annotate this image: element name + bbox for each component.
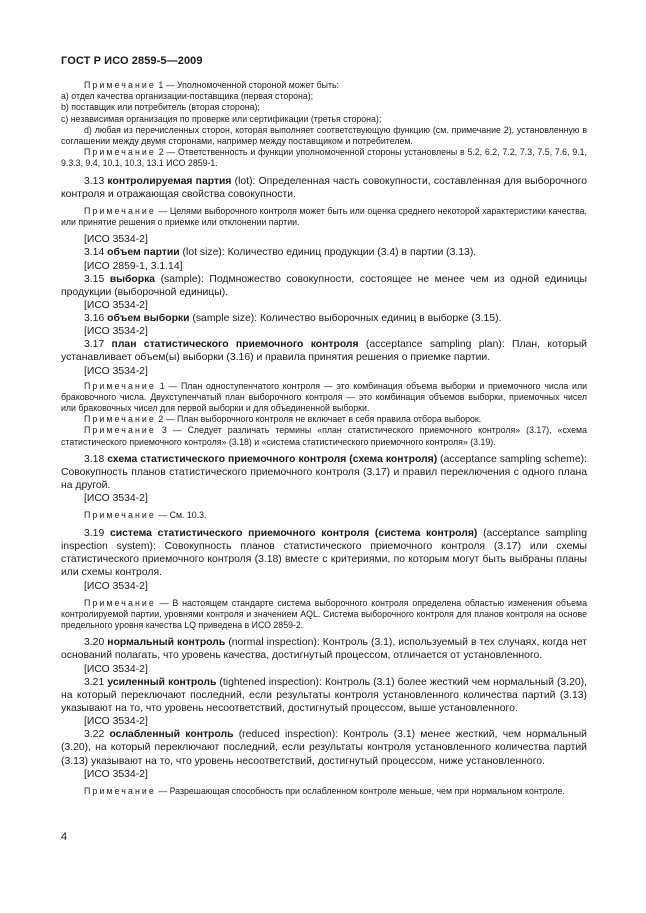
note-label: Примечание [84,785,156,796]
term-name: усиленный контроль [107,676,217,688]
note-text: — В настоящем стандарте система выборочного контроля определена областью изменения объема контролируемой партии, уровнями контроля и значением AQL. Система выборочного контроля для планов контроля на основе предельного уровня качества LQ приведена в ИСО 2859-2. [61,597,587,630]
term-3-18-note [61,510,587,521]
term-3-13-ref: [ИСО 3534-2] [84,234,148,246]
note-1 [61,80,587,91]
note-label: Примечание [84,414,156,425]
term-name: система статистического приемочного контроля (система контроля) [109,527,478,539]
term-3-17-note-3 [61,425,587,447]
term-definition: (lot size): Количество единиц продукции (3.4) в партии (3.13). [179,247,477,259]
note-label: Примечание [84,510,156,521]
note-label: Примечание [84,206,156,217]
term-name: контролируемая партия [107,175,232,187]
term-definition: (acceptance sampling scheme): Совокупность планов статистического приемочного контроля (3.17) и правил переключения с одного плана на другой. [61,453,587,492]
term-definition: (sample size): Количество выборочных единиц в выборке (3.15). [189,313,502,325]
term-number: 3.13 [84,175,108,187]
term-3-15-ref: [ИСО 3534-2] [84,300,148,312]
term-3-20-ref: [ИСО 3534-2] [84,663,148,675]
note-item-b: b) поставщик или потребитель (вторая сторона); [61,102,260,113]
note-text: — См. 10.3. [155,510,207,521]
term-3-13 [61,175,587,201]
term-3-19-note [61,598,587,632]
term-3-17 [61,338,587,364]
term-number: 3.21 [84,676,108,688]
document-header: ГОСТ Р ИСО 2859-5—2009 [61,55,203,67]
term-number: 3.15 [84,273,110,285]
term-definition: (acceptance sampling plan): План, который устанавливает объем(ы) выборки (3.16) и правила принятия решения о приемке партии. [61,339,587,364]
term-name: объем выборки [107,313,190,325]
term-3-22-ref: [ИСО 3534-2] [84,768,148,780]
note-item-c: с) независимая организация по проверке или сертификации (третья сторона); [61,113,382,124]
term-3-14-ref: [ИСО 2859-1, 3.1.14] [84,260,183,272]
term-3-13-note [61,206,587,228]
term-name: выборка [109,273,156,285]
term-definition: (sample): Подмножество совокупности, состоящее не менее чем из одной единицы продукции (выборочной единицы). [61,273,587,298]
note-text: 2 — Ответственность и функции уполномоченной стороны установлены в 5.2, 6.2, 7.2, 7.3, 7.5, 7.6, 9.1, 9.3.3, 9.4, 10.1, 10.3, 13.1 ИСО 2859-1. [61,147,587,169]
term-3-15 [61,273,587,299]
note-label: Примечание [84,80,156,90]
term-3-21 [61,676,587,716]
term-definition: (normal inspection): Контроль (3.1), используемый в тех случаях, когда нет оснований полагать, что уровень качества, достигнутый процессом, отличается от установленного. [61,637,587,662]
term-definition: (lot): Определенная часть совокупности, составленная для выборочного контроля и отражающая свойства совокупности. [61,175,587,200]
note-label: Примечание [84,597,156,608]
term-definition: (reduced inspection): Контроль (3.1) менее жесткий, чем нормальный (3.20), на который переключают последний, если результаты контроля установленного количества партий (3.13) указывают на то, что уровень несоответствий, достигнутый процессом, ниже установленного. [61,729,587,767]
note-text: — Разрешающая способность при ослабленном контроле меньше, чем при нормальном контроле. [155,785,565,796]
note-label: Примечание [84,380,156,391]
note-text: 1 — План одноступенчатого контроля — это комбинация объема выборки и приемочного числа или браковочного числа. Двухступенчатый план выборочного контроля — это комбинация объемов выборки, приемочных чисел или браковочных чисел для первой выборки и для объединенной выборки. [61,380,587,414]
note-2 [61,147,587,169]
note-label: Примечание [84,425,156,436]
term-3-16 [61,312,587,325]
term-number: 3.16 [84,313,108,325]
term-definition: (tightened inspection): Контроль (3.1) более жесткий чем нормальный (3.20), на который переключают последний, если результаты контроля установленного количества партий (3.13) указывают на то, что уровень несоответствий, достигнутый процессом, выше установленного. [61,676,587,714]
term-name: объем партии [107,247,180,259]
note-text: 1 — Уполномоченной стороной может быть: [155,80,340,90]
note-text: — Целями выборочного контроля может быть или оценка среднего некоторой характеристики качества, или принятие решения о приемке или отклонении партии. [61,206,587,228]
term-3-19-ref: [ИСО 3534-2] [84,580,148,592]
term-3-17-ref: [ИСО 3534-2] [84,365,148,377]
term-3-14 [61,246,587,259]
term-number: 3.20 [84,637,108,649]
term-definition: (acceptance sampling inspection system): Совокупность планов статистического приемочного контроля (3.17) или схемы статистического приемочного контроля (3.18) вместе с критериями, по которым могут быть выбраны планы или схемы контроля. [61,527,587,579]
term-name: схема статистического приемочного контроля (схема контроля) [107,453,438,465]
term-name: нормальный контроль [107,637,226,649]
note-item-a: а) отдел качества организации-поставщика (первая сторона); [61,91,314,102]
page-number: 4 [61,831,68,843]
term-3-18-ref: [ИСО 3534-2] [84,493,148,505]
note-text: 2 — План выборочного контроля не включает в себя правила отбора выборок. [155,414,482,425]
note-text: 3 — Следует различать термины «план статистического приемочного контроля» (3.17), «схема статистического приемочного контроля» (3.18) и «система статистического приемочного контроля» (3.19). [61,425,587,447]
term-3-22 [61,728,587,768]
term-3-20 [61,636,587,662]
page-content [61,80,587,797]
term-name: ослабленный контроль [109,729,234,741]
term-3-18 [61,453,587,493]
note-label: Примечание [84,147,156,158]
term-3-22-note [61,786,587,797]
term-name: план статистического приемочного контроля [111,339,359,351]
term-3-16-ref: [ИСО 3534-2] [84,326,148,338]
term-3-17-note-1 [61,381,587,415]
note-item-d: d) любая из перечисленных сторон, которая выполняет соответствующую функцию (см. примечание 2), установленную в соглашении между двумя сторонами, например между поставщиком и потребителем. [61,124,587,147]
term-number: 3.22 [84,729,110,741]
term-number: 3.19 [84,527,110,539]
term-number: 3.14 [84,247,108,259]
term-3-17-note-2 [61,414,587,425]
term-3-19 [61,527,587,580]
term-number: 3.18 [84,453,108,465]
term-3-21-ref: [ИСО 3534-2] [84,716,148,728]
term-number: 3.17 [84,339,112,351]
